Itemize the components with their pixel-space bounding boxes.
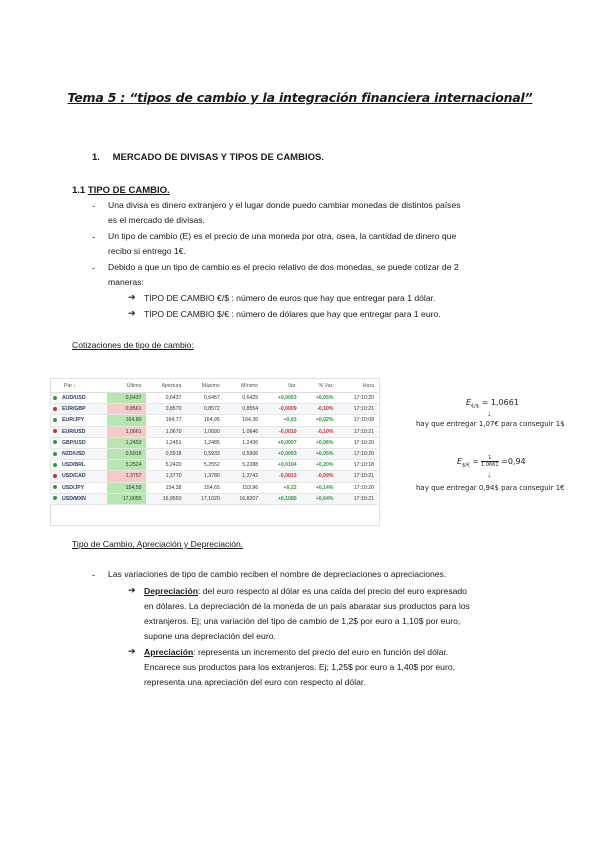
page-title: Tema 5 : “tipos de cambio y la integración financiera internacional” [67, 90, 533, 105]
pair-label: EUR/JPY [62, 417, 85, 424]
pair-label: EUR/USD [62, 428, 86, 435]
table-cell: +0,0104 [262, 460, 301, 471]
table-cell: 1,3757 [107, 471, 145, 482]
table-cell: 164,95 [185, 415, 223, 426]
table-cell: 16,8207 [224, 493, 262, 504]
equation-usd-eur: $E_{\$/€}$ = $\frac{1}{1,0661}$ =0,94 [457, 455, 526, 469]
pair-label: USD/CAD [62, 473, 86, 480]
appreciation-block [144, 645, 584, 690]
table-cell: 17:10:20 [338, 393, 378, 404]
table-cell: 5,2420 [146, 460, 186, 471]
table-row[interactable] [50, 448, 378, 459]
arrow-down-icon: ↓ [487, 470, 491, 479]
table-cell: 0,5918 [146, 448, 186, 459]
table-row[interactable] [50, 393, 378, 404]
table-cell: 0,5918 [107, 448, 145, 459]
arrow-down-icon: ↓ [487, 409, 491, 418]
eq-subscript: €/$ [471, 403, 480, 410]
depreciation-term: Depreciación [144, 586, 198, 596]
eq-denominator: 1,0661 [481, 462, 499, 468]
quotes-heading-text: Cotizaciones de tipo de cambio [72, 340, 192, 350]
trend-dot-icon [53, 452, 57, 456]
table-cell: 0,6437 [107, 393, 145, 404]
currency-pair [50, 471, 107, 482]
table-row[interactable] [50, 426, 378, 437]
depreciation-line: extranjeros. Ej; una variación del tipo de cambio de 1,2$ por euro a 1,10$ por euro, [144, 616, 461, 626]
table-cell: -0,0010 [262, 426, 301, 437]
table-cell: +0,20% [301, 460, 338, 471]
appreciation-line: : representa un incremento del precio del euro en función del dólar. [193, 647, 449, 657]
table-row[interactable] [50, 471, 378, 482]
pair-label: USD/BRL [62, 462, 86, 469]
table-cell: 1,3742 [224, 471, 262, 482]
table-cell: 0,8570 [146, 404, 186, 415]
table-row[interactable] [50, 460, 378, 471]
bullet-line: recibo si entrego 1€. [108, 246, 186, 256]
table-cell: 1,2436 [224, 437, 262, 448]
currency-pair [50, 393, 107, 404]
list-item [108, 198, 568, 228]
table-cell: 0,6437 [146, 393, 186, 404]
arrow-right-icon: ➔ [128, 585, 136, 595]
table-cell: +0,22 [262, 482, 301, 493]
trend-dot-icon [53, 463, 57, 467]
table-cell: 164,77 [146, 415, 186, 426]
table-cell: +0,64% [301, 493, 338, 504]
depreciation-line: supone una depreciación del euro. [144, 631, 276, 641]
table-cell: +0,05% [301, 393, 338, 404]
arrow-right-icon: ➔ [128, 308, 136, 318]
way-2: TIPO DE CAMBIO $/€ : número de dólares que hay que entregar para 1 euro. [144, 309, 441, 319]
pair-label: AUD/USD [62, 395, 86, 402]
subsection-title: TIPO DE CAMBIO. [87, 185, 170, 196]
appreciation-term: Apreciación [144, 647, 194, 657]
section-title: MERCADO DE DIVISAS Y TIPOS DE CAMBIOS. [112, 152, 324, 163]
table-cell: 0,8554 [224, 404, 262, 415]
column-header[interactable]: Hora [338, 380, 378, 393]
appreciation-line: Encarece sus productos para los extranjeros. Ej; 1,25$ por euro a 1,40$ por euro, [144, 662, 455, 672]
table-row[interactable] [50, 482, 378, 493]
bullet-line: es el mercado de divisas. [108, 215, 205, 225]
table-cell: +0,06% [301, 437, 338, 448]
note-1: hay que entregar 1,07€ para conseguir 1$ [416, 420, 565, 428]
table-cell: 17:10:20 [338, 482, 378, 493]
bullet-line: Un tipo de cambio (E) es el precio de una moneda por otra, osea, la cantidad de dinero que [108, 231, 457, 241]
bullet-line: Una divisa es dinero extranjero y el lugar donde puedo cambiar monedas de distintos países [108, 200, 461, 210]
table-cell: 1,0646 [224, 426, 262, 437]
bullet-line: maneras: [108, 277, 144, 287]
currency-pair [50, 437, 107, 448]
table-cell: +0,05% [301, 448, 338, 459]
table-cell: 1,0670 [146, 426, 186, 437]
bullet-dash: - [92, 263, 95, 273]
depreciation-block [144, 584, 584, 644]
table-row[interactable] [50, 404, 378, 415]
table-cell: +0,03 [262, 415, 301, 426]
pair-label: EUR/GBP [62, 406, 86, 413]
table-cell: 5,2288 [224, 460, 262, 471]
sub-heading: Tipo de Cambio, Apreciación y Depreciación. [72, 539, 244, 549]
trend-dot-icon [53, 474, 57, 478]
table-cell: 1,2485 [185, 437, 223, 448]
table-cell: 17:10:21 [338, 493, 378, 504]
column-header[interactable]: Máximo [185, 380, 223, 393]
eq-numerator: 1 [481, 455, 499, 462]
table-cell: 17:10:21 [338, 426, 378, 437]
column-header[interactable]: Mínimo [224, 380, 262, 393]
bullet-dash: - [92, 570, 95, 580]
column-header[interactable]: % Var. [301, 380, 338, 393]
table-cell: 16,9550 [146, 493, 186, 504]
list-item [108, 260, 568, 290]
table-cell: 1,2453 [107, 437, 145, 448]
currency-pair [50, 448, 107, 459]
table-cell: 17:10:20 [338, 448, 378, 459]
trend-dot-icon [53, 396, 57, 400]
table-cell: 5,2552 [185, 460, 223, 471]
table-cell: 0,6425 [224, 393, 262, 404]
table-cell: +0,0003 [262, 393, 301, 404]
pair-label: USD/MXN [62, 495, 86, 502]
bullet-line: Debido a que un tipo de cambio es el precio relativo de dos monedas, se puede cotizar de 2 [108, 262, 459, 272]
table-cell: 1,0661 [107, 426, 145, 437]
trend-dot-icon [53, 429, 57, 433]
trend-dot-icon [53, 440, 57, 444]
table-cell: 154,59 [107, 482, 145, 493]
table-cell: 153,96 [224, 482, 262, 493]
table-row[interactable] [50, 493, 378, 504]
table-cell: 5,2524 [107, 460, 145, 471]
table-cell: -0,0009 [262, 404, 301, 415]
column-header[interactable]: Último [107, 380, 145, 393]
table-row[interactable] [50, 437, 378, 448]
table-cell: 154,65 [185, 482, 223, 493]
table-cell: 0,6457 [185, 393, 223, 404]
currency-pair [50, 493, 107, 504]
note-2: hay que entregar 0,94$ para conseguir 1€ [416, 484, 565, 492]
table-cell: -0,10% [301, 404, 338, 415]
eq-value: = 1,0661 [481, 398, 519, 407]
table-cell: 164,36 [224, 415, 262, 426]
column-header[interactable]: Var. [262, 380, 301, 393]
currency-pair [50, 426, 107, 437]
eq-fraction [481, 455, 499, 468]
trend-dot-icon [53, 496, 57, 500]
table-cell: +0,14% [301, 482, 338, 493]
eq-subscript: $/€ [462, 462, 471, 469]
currency-pair [50, 482, 107, 493]
table-cell: 164,80 [107, 415, 145, 426]
bullet-dash: - [92, 232, 95, 242]
subsection-number: 1.1 [72, 185, 86, 196]
list-item [108, 229, 568, 259]
pair-label: USD/JPY [62, 484, 85, 491]
pair-label: GBP/USD [62, 439, 86, 446]
table-cell: 17:10:08 [338, 415, 378, 426]
table-cell: 1,0690 [185, 426, 223, 437]
table-cell: 154,38 [146, 482, 186, 493]
table-cell: 1,3770 [146, 471, 186, 482]
table-cell: +0,0007 [262, 437, 301, 448]
table-header-row [50, 380, 378, 393]
arrow-right-icon: ➔ [128, 292, 136, 302]
trend-dot-icon [53, 407, 57, 411]
depreciation-line: en dólares. La depreciación de la moneda de un país abaratar sus productos para los [144, 601, 470, 611]
table-cell: +0,1085 [262, 493, 301, 504]
currency-pair [50, 404, 107, 415]
table-cell: -0,0013 [262, 471, 301, 482]
currency-pair [50, 415, 107, 426]
bullet-dash: - [92, 201, 95, 211]
table-row[interactable] [50, 415, 378, 426]
eq-value: =0,94 [501, 457, 526, 466]
table-cell: 0,5933 [185, 448, 223, 459]
table-cell: 17,0055 [107, 493, 145, 504]
quotes-table [50, 380, 378, 505]
table-cell: 17:10:21 [338, 404, 378, 415]
eq-symbol: E [457, 457, 463, 466]
table-cell: +0,0003 [262, 448, 301, 459]
trend-dot-icon [53, 418, 57, 422]
table-cell: 1,2451 [146, 437, 186, 448]
quotes-heading: Cotizaciones de tipo de cambio: [72, 340, 194, 350]
currency-pair [50, 460, 107, 471]
table-cell: 0,5906 [224, 448, 262, 459]
table-cell: -0,10% [301, 426, 338, 437]
appreciation-line: representa una apreciación del euro con respecto al dólar. [144, 677, 366, 687]
table-cell: 17,1020 [185, 493, 223, 504]
table-cell: 17:10:18 [338, 460, 378, 471]
section-heading-1-1 [72, 185, 170, 196]
equation-eur-usd [466, 398, 519, 410]
section-heading-1 [92, 152, 324, 163]
column-header[interactable]: Par ↓ [50, 380, 107, 393]
table-cell: 0,8572 [185, 404, 223, 415]
arrow-right-icon: ➔ [128, 646, 136, 656]
table-cell: -0,09% [301, 471, 338, 482]
table-cell: +0,02% [301, 415, 338, 426]
table-cell: 1,3780 [185, 471, 223, 482]
intro-text: Las variaciones de tipo de cambio reciben el nombre de depreciaciones o apreciaciones. [108, 569, 447, 579]
table-cell: 17:10:21 [338, 471, 378, 482]
table-cell: 0,8561 [107, 404, 145, 415]
way-1: TIPO DE CAMBIO €/$ : número de euros que hay que entregar para 1 dólar. [144, 293, 436, 303]
pair-label: NZD/USD [62, 451, 86, 458]
trend-dot-icon [53, 485, 57, 489]
table-cell: 17:10:20 [338, 437, 378, 448]
eq-symbol: E [466, 398, 472, 407]
column-header[interactable]: Apertura [146, 380, 186, 393]
section-number: 1. [92, 152, 100, 163]
depreciation-line: : del euro respecto al dólar es una caída del precio del euro expresado [197, 586, 467, 596]
